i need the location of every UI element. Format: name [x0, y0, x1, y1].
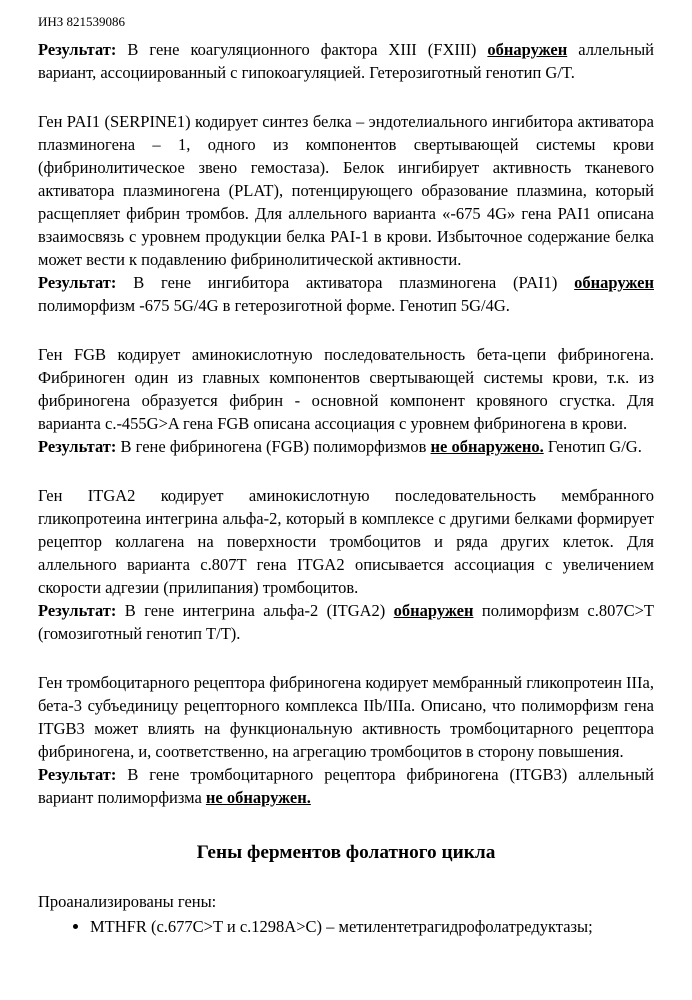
paragraph: [38, 435, 654, 458]
section-heading-folate-cycle: Гены ферментов фолатного цикла: [196, 842, 496, 863]
paragraph: [38, 671, 654, 763]
text-run: В гене фибриногена (FGB) полиморфизмов: [116, 437, 431, 456]
paragraph: [38, 484, 654, 599]
result-emphasis-text: обнаружен: [487, 40, 568, 59]
section-fxiii-result: [38, 38, 654, 84]
text-run: Ген ITGA2 кодирует аминокислотную последовательность мембранного гликопротеина интегрина альфа-2, который в комплексе с другими белками формирует рецептор коллагена на поверхности тромбоцитов и ряда других клеток. Для аллельного варианта c.807T гена ITGA2 описывается ассоциация с увеличением скорости адгезии (прилипания) тромбоцитов.: [38, 486, 654, 597]
paragraph: [38, 271, 654, 317]
text-run: Генотип G/G.: [543, 437, 642, 456]
result-label: Результат:: [38, 40, 117, 59]
text-run: Ген тромбоцитарного рецептора фибриногена кодирует мембранный гликопротеин IIIa, бета-3 субъединицу рецепторного комплекса IIb/IIIa. Описано, что полиморфизм гена ITGB3 может влиять на функциональную активность тромбоцитарного рецептора фибриногена, и, соответственно, на агрегацию тромбоцитов в сторону повышения.: [38, 673, 654, 761]
text-run: В гене интегрина альфа-2 (ITGA2): [116, 601, 394, 620]
paragraph: [38, 38, 654, 84]
paragraph: [38, 763, 654, 809]
section-pai1: [38, 110, 654, 317]
text-run: полиморфизм -675 5G/4G в гетерозиготной форме. Генотип 5G/4G.: [38, 296, 510, 315]
result-label: Результат:: [38, 437, 117, 456]
text-run: В гене коагуляционного фактора XIII (FXIII): [116, 40, 488, 59]
result-label: Результат:: [38, 273, 117, 292]
report-inz-number: ИНЗ 821539086: [38, 14, 126, 29]
gene-list-item: [90, 915, 654, 938]
paragraph: [38, 599, 654, 645]
document-sections: [38, 38, 654, 809]
text-run: Ген FGB кодирует аминокислотную последовательность бета-цепи фибриногена. Фибриноген один из главных компонентов свертывающей системы крови, т.к. из фибриногена образуется фибрин - основной компонент кровяного сгустка. Для варианта c.-455G>A гена FGB описана ассоциация с уровнем фибриногена в крови.: [38, 345, 654, 433]
text-run: MTHFR (c.677C>T и c.1298A>C) – метилентетрагидрофолатредуктазы;: [90, 917, 593, 936]
gene-list: [38, 915, 654, 938]
section-fgb: [38, 343, 654, 458]
paragraph: [38, 343, 654, 435]
text-run: В гене ингибитора активатора плазминогена (PAI1): [116, 273, 575, 292]
text-run: Ген PAI1 (SERPINE1) кодирует синтез белка – эндотелиального ингибитора активатора плазминогена – 1, одного из компонентов свертывающей системы крови (фибринолитическое звено гемостаза). Белок ингибирует активность тканевого активатора плазминогена (PLAT), потенцирующего образование плазмина, который расщепляет фибрин тромбов. Для аллельного варианта «-675 4G» гена PAI1 описана взаимосвязь с уровнем продукции белка PAI-1 в крови. Избыточное содержание белка может вести к подавлению фибринолитической активности.: [38, 112, 654, 269]
text-run: аллельный вариант, ассоциированный с гипокоагуляцией. Гетерозиготный генотип G/T.: [38, 40, 654, 82]
result-emphasis-text: не обнаружено.: [430, 437, 544, 456]
result-emphasis-text: обнаружен: [393, 601, 474, 620]
analyzed-genes-label: Проанализированы гены:: [38, 892, 217, 911]
paragraph: [38, 110, 654, 271]
text-run: полиморфизм c.807C>T (гомозиготный генотип T/T).: [38, 601, 655, 643]
section-itgb3: [38, 671, 654, 809]
result-emphasis-text: не обнаружен.: [205, 788, 311, 807]
result-label: Результат:: [38, 765, 117, 784]
section-itga2: [38, 484, 654, 645]
text-run: В гене тромбоцитарного рецептора фибриногена (ITGB3) аллельный вариант полиморфизма: [38, 765, 654, 807]
result-label: Результат:: [38, 601, 117, 620]
result-emphasis-text: обнаружен: [574, 273, 654, 292]
